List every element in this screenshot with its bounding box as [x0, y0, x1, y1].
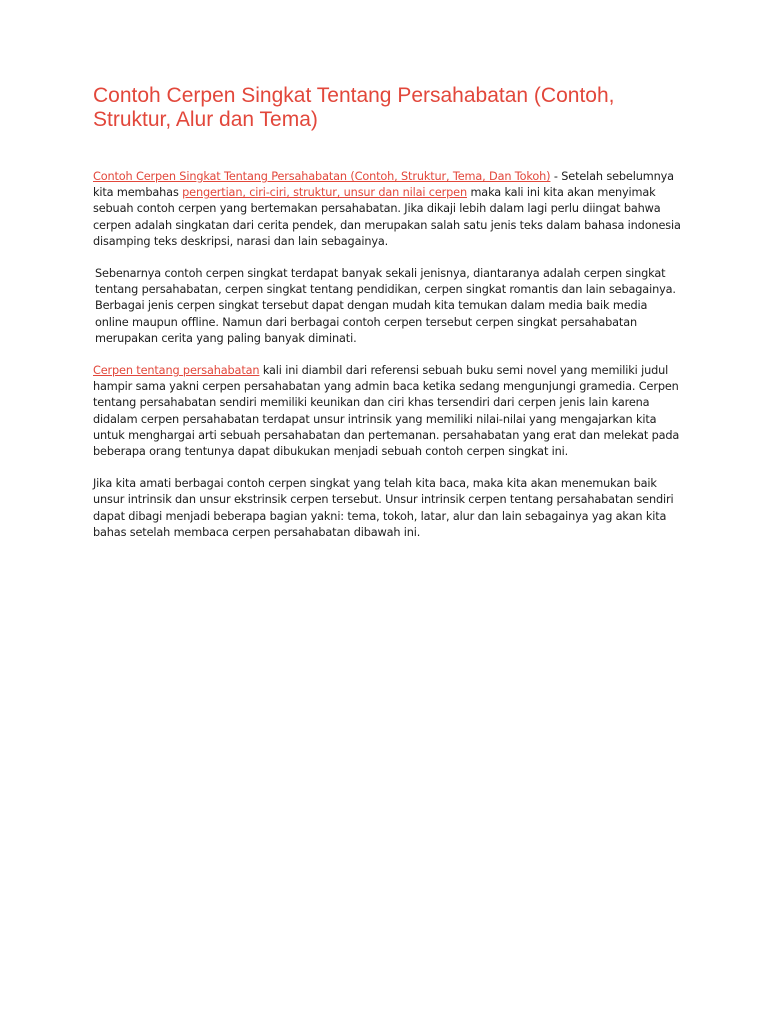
paragraph-intro-text-2: maka kali ini kita akan menyimak sebuah contoh cerpen yang bertemakan persahabatan. Jika dikaji lebih dalam lagi perlu diingat bahwa cerpen adalah singkatan dari cerita pendek, dan merupakan salah satu jenis teks dalam bahasa indonesia disamping teks deskripsi, narasi dan lain sebagainya. — [93, 186, 681, 248]
paragraph-elements: Jika kita amati berbagai contoh cerpen singkat yang telah kita baca, maka kita akan menemukan baik unsur intrinsik dan unsur ekstrinsik cerpen tersebut. Unsur intrinsik cerpen tentang persahabatan sendiri dapat dibagi menjadi beberapa bagian yakni: tema, tokoh, latar, alur dan lain sebagainya yag akan kita bahas setelah membaca cerpen persahabatan dibawah ini. — [93, 477, 674, 539]
paragraph-types: Sebenarnya contoh cerpen singkat terdapat banyak sekali jenisnya, diantaranya adalah cerpen singkat tentang persahabatan, cerpen singkat tentang pendidikan, cerpen singkat romantis dan lain sebagainya. Berbagai jenis cerpen singkat tersebut dapat dengan mudah kita temukan dalam media baik media online maupun offline. Namun dari berbagai contoh cerpen tersebut cerpen singkat persahabatan merupakan cerita yang paling banyak diminati. — [95, 267, 676, 345]
paragraph-reference-text: kali ini diambil dari referensi sebuah buku semi novel yang memiliki judul hampir sama yakni cerpen persahabatan yang admin baca ketika sedang mengunjungi gramedia. Cerpen tentang persahabatan sendiri memiliki keunikan dan ciri khas tersendiri dari cerpen jenis lain karena didalam cerpen persahabatan terdapat unsur intrinsik yang memiliki nilai-nilai yang mengajarkan kita untuk menghargai arti sebuah persahabatan dan pertemanan. persahabatan yang erat dan melekat pada beberapa orang tentunya dapat dibukukan menjadi sebuah contoh cerpen singkat ini. — [93, 364, 680, 459]
document-title: Contoh Cerpen Singkat Tentang Persahabatan (Contoh, Struktur, Alur dan Tema) — [93, 84, 615, 131]
cerpen-definition-link[interactable]: pengertian, ciri-ciri, struktur, unsur dan nilai cerpen — [182, 186, 467, 200]
paragraph-intro-text-1: - Setelah sebelumnya kita membahas — [93, 170, 674, 200]
article-title-link[interactable]: Contoh Cerpen Singkat Tentang Persahabatan (Contoh, Struktur, Tema, Dan Tokoh) — [93, 170, 551, 183]
document-page — [93, 84, 683, 557]
cerpen-persahabatan-link[interactable]: Cerpen tentang persahabatan — [93, 364, 260, 378]
paragraph-reference — [93, 363, 683, 460]
paragraph-intro — [93, 169, 683, 250]
